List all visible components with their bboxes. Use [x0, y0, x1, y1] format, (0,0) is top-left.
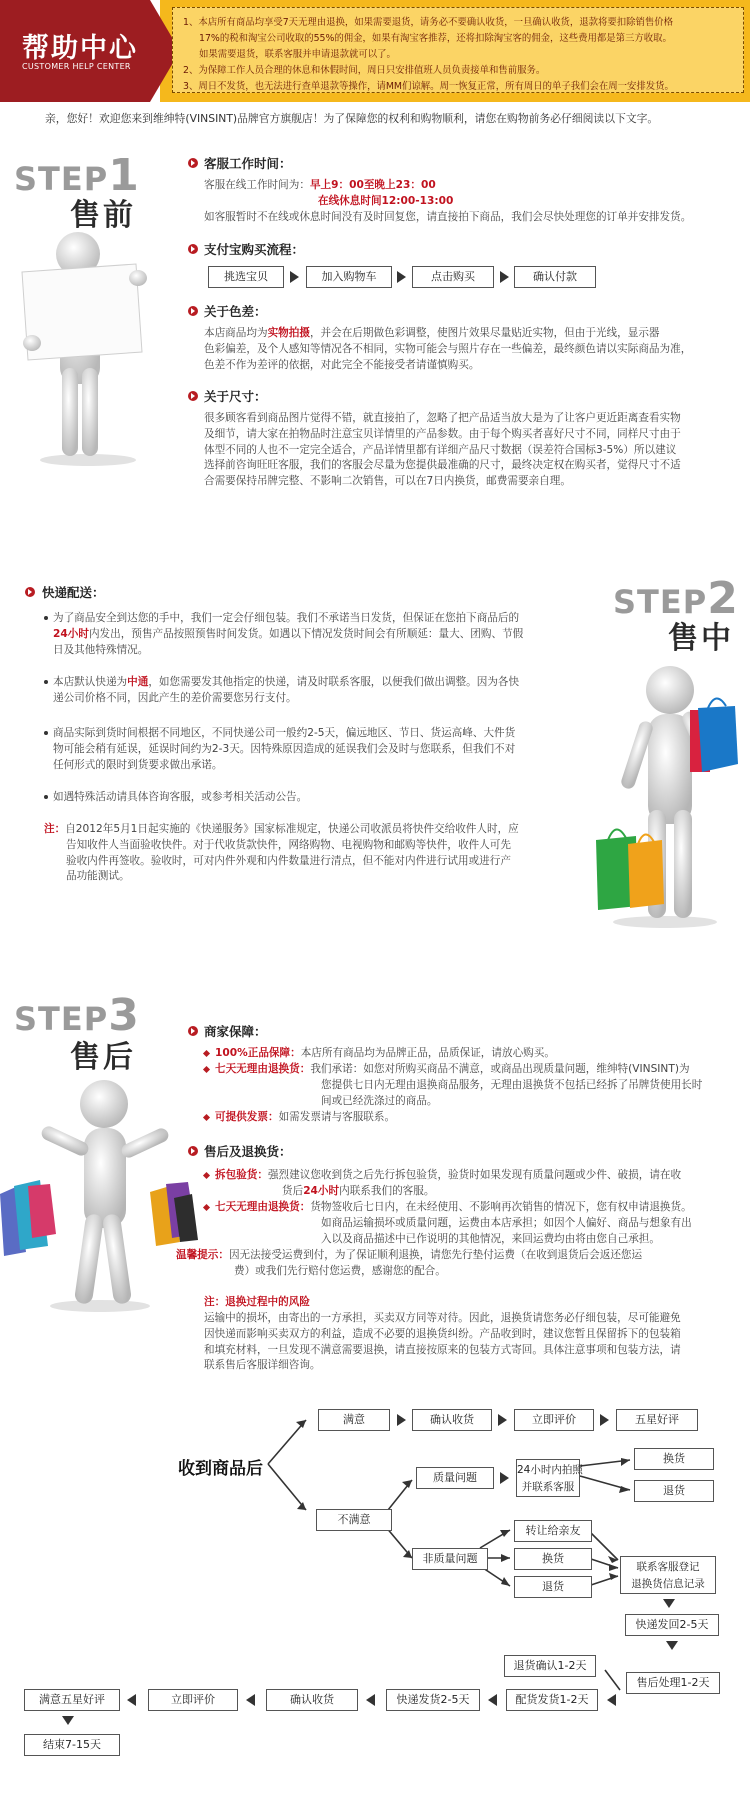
delivery-text: 如遇特殊活动请具体咨询客服，或参考相关活动公告。 [53, 791, 308, 803]
flow-refund: 退货 [634, 1480, 714, 1502]
notice-line: 1、本店所有商品均享受7天无理由退换，如果需要退货，请务必不要确认收货，一旦确认收货，退款将要扣除销售价格 [183, 17, 674, 28]
risk-line: 和填充材料，一旦发现不满意需要退换，请直接按原来的包装方式寄回。具体注意事项和包装方法，请 [204, 1343, 681, 1356]
service-hours-label: 客服在线工作时间为： [204, 179, 310, 191]
flow-arrow-icon [498, 1414, 507, 1426]
rest-hours-value: 在线休息时间12:00-13:00 [318, 195, 454, 207]
guarantee-item-3 [204, 1110, 395, 1126]
return-label: 温馨提示： [176, 1249, 229, 1261]
step-word: STEP [14, 1000, 109, 1038]
flow-exchange-2: 换货 [514, 1548, 592, 1570]
flow-photo-contact: 24小时内拍照 并联系客服 [516, 1459, 580, 1497]
return-item-2 [204, 1200, 692, 1247]
help-center-badge [0, 0, 150, 102]
list-dot [44, 731, 48, 735]
color-text-line: 色差不作为差评的依据，对此完全不能接受者请谨慎购买。 [204, 358, 480, 371]
delivery-text: 本店默认快递为 [53, 676, 128, 688]
note-text: 自2012年5月1日起实施的《快递服务》国家标准规定，快递公司收派员将快件交给收件人时，应 [65, 823, 519, 835]
return-highlight: 24小时 [303, 1184, 340, 1197]
color-text-line: ，并会在后期做色彩调整，使图片效果尽量贴近实物，但由于光线，显示器 [309, 327, 660, 339]
delivery-text: 内发出，预售产品按照预售时间发货。如遇以下情况发货时间会有所顺延：量大、团购、节假 [88, 627, 524, 640]
flow-step-cart: 加入购物车 [306, 266, 392, 288]
diamond-bullet-icon [203, 1065, 210, 1072]
flow-arrow-left-icon [127, 1694, 136, 1706]
delivery-text: 为了商品安全到达您的手中，我们一定会仔细包装。我们不承诺当日发货，但保证在您拍下商品后的 [53, 612, 520, 624]
size-text-line: 体型不同的人也不一定完全适合，产品详情里都有详细产品尺寸数据（误差符合国标3-5%）所以建议 [204, 443, 677, 456]
section-bullet-icon [188, 306, 198, 316]
diamond-bullet-icon [203, 1171, 210, 1178]
flow-five-star-2: 满意五星好评 [24, 1689, 120, 1711]
guarantee-label: 七天无理由退换货： [215, 1063, 311, 1075]
color-text-pre: 本店商品均为 [204, 327, 268, 339]
return-text: 费）或我们先行赔付您运费，感谢您的配合。 [234, 1264, 446, 1277]
person-carrying-bags-illustration [0, 1074, 200, 1314]
risk-line: 联系售后客服详细咨询。 [204, 1359, 321, 1372]
flow-ship-back: 快递发回2-5天 [625, 1614, 719, 1636]
flow-arrow-icon [600, 1414, 609, 1426]
notice-line: 如果需要退货，联系客服并申请退款就可以了。 [199, 49, 396, 60]
return-item-3 [176, 1248, 642, 1280]
list-dot [44, 616, 48, 620]
flow-arrow-icon [290, 271, 299, 283]
flow-arrow-down-icon [663, 1599, 675, 1608]
flow-register: 联系客服登记 退换货信息记录 [620, 1556, 716, 1594]
flow-after-sale: 售后处理1-2天 [626, 1672, 720, 1694]
return-text: 强烈建议您收到货之后先行拆包验货，验货时如果发现有质量问题或少件、破损，请在收 [267, 1169, 682, 1181]
guarantee-item-2 [204, 1062, 702, 1109]
flow-rate-now: 立即评价 [514, 1409, 594, 1431]
color-text-highlight: 实物拍摄 [267, 327, 310, 339]
flow-arrow-icon [397, 1414, 406, 1426]
flow-refund-confirm: 退货确认1-2天 [504, 1655, 596, 1677]
risk-line: 因快递而影响买卖双方的利益，造成不必要的退换货纠纷。产品收到时，建议您暂且保留拆下的包装箱 [204, 1327, 681, 1340]
delivery-text: 任何形式的限时到货要求做出承诺。 [53, 758, 223, 771]
size-text-line: 合需要保持吊牌完整、不影响二次销售，可以在7日内换货，邮费需要亲自理。 [204, 475, 571, 488]
diamond-bullet-icon [203, 1113, 210, 1120]
delivery-text: 物可能会稍有延误，延误时间约为2-3天。因特殊原因造成的延误我们会及时与您联系，但我们不对 [53, 742, 516, 755]
step3-label: 售后 [70, 1040, 136, 1075]
color-diff-title: 关于色差： [204, 304, 267, 319]
list-dot [44, 680, 48, 684]
flow-rate-now-2: 立即评价 [148, 1689, 238, 1711]
flow-arrow-left-icon [366, 1694, 375, 1706]
flow-end: 结束7-15天 [24, 1734, 120, 1756]
flow-arrow-left-icon [488, 1694, 497, 1706]
notice-line: 17%的税和淘宝公司收取的55%的佣金，如果有淘宝客推荐，还将扣除淘宝客的佣金，这些费用都是第三方收取。 [199, 33, 672, 44]
flow-satisfied: 满意 [318, 1409, 390, 1431]
flow-five-star: 五星好评 [616, 1409, 698, 1431]
delivery-bullet-4 [44, 790, 307, 806]
flow-arrow-icon [397, 271, 406, 283]
note-label: 注： [44, 823, 66, 835]
flow-arrow-down-icon [666, 1641, 678, 1650]
step-number: 1 [108, 150, 139, 201]
return-text: 货物签收后七日内，在未经使用、不影响再次销售的情况下，您有权申请退换货。 [310, 1201, 692, 1213]
person-holding-sign-illustration [10, 228, 170, 468]
return-text: 如商品运输损坏或质量问题，运费由本店承担；如因个人偏好、商品与想象有出 [321, 1216, 692, 1229]
guarantee-text: 本店所有商品均为品牌正品，品质保证，请放心购买。 [300, 1047, 555, 1059]
flow-confirm-receipt-2: 确认收货 [266, 1689, 358, 1711]
size-title: 关于尺寸： [204, 389, 267, 404]
flow-transfer: 转让给亲友 [514, 1520, 592, 1542]
flow-arrow-down-icon [62, 1716, 74, 1725]
guarantee-text: 如需发票请与客服联系。 [278, 1111, 396, 1123]
delivery-highlight: 中通 [127, 676, 149, 688]
delivery-bullet-1 [44, 611, 523, 658]
flow-step-buy: 点击购买 [412, 266, 494, 288]
delivery-bullet-2 [44, 675, 519, 707]
diamond-bullet-icon [203, 1049, 210, 1056]
flow-non-quality: 非质量问题 [412, 1548, 488, 1570]
risk-line: 运输中的损坏，由寄出的一方承担，买卖双方同等对待。因此，退换货请您务必仔细包装，尽可能避免 [204, 1312, 681, 1324]
step1-label: 售前 [70, 198, 136, 233]
return-text: 入以及商品描述中已作说明的其他情况，来回运费均由将由您自己承担。 [321, 1232, 660, 1245]
flow-express: 快递发货2-5天 [386, 1689, 480, 1711]
return-item-1 [204, 1168, 681, 1200]
section-bullet-icon [188, 158, 198, 168]
guarantee-text: 间或已经洗涤过的商品。 [321, 1094, 438, 1107]
flow-redeliver: 配货发货1-2天 [506, 1689, 598, 1711]
section-bullet-icon [188, 1146, 198, 1156]
notice-line: 2、为保障工作人员合理的休息和休假时间，周日只安排值班人员负责接单和售前服务。 [183, 65, 546, 76]
flow-arrow-left-icon [607, 1694, 616, 1706]
flow-unsatisfied: 不满意 [316, 1509, 392, 1531]
delivery-bullet-3 [44, 726, 515, 773]
delivery-text: ，如您需要发其他指定的快递，请及时联系客服，以便我们做出调整。因为各快 [148, 676, 520, 688]
color-diff-text [204, 326, 691, 373]
note-text: 品功能测试。 [66, 870, 130, 883]
flow-arrow-icon [500, 271, 509, 283]
welcome-text: 亲，您好！欢迎您来到维绅特(VINSINT)品牌官方旗舰店！为了保障您的权利和购物顺利，请您在购物前务必仔细阅读以下文字。 [45, 112, 659, 125]
service-hours-value: 早上9：00至晚上23：00 [309, 179, 436, 191]
flowchart-start: 收到商品后 [178, 1459, 263, 1479]
flow-refund-2: 退货 [514, 1576, 592, 1598]
guarantee-item-1 [204, 1046, 555, 1062]
service-note: 如客服暂时不在线或休息时间没有及时回复您，请直接拍下商品，我们会尽快处理您的订单并安排发货。 [204, 211, 692, 223]
diamond-bullet-icon [203, 1203, 210, 1210]
risk-text [204, 1311, 681, 1374]
flow-step-pay: 确认付款 [514, 266, 596, 288]
size-text-line: 选择前咨询旺旺客服，我们的客服会尽量为您提供最准确的尺寸，最终决定权在购买者，觉得尺寸不适 [204, 459, 681, 472]
service-hours-title: 客服工作时间： [204, 156, 292, 171]
flow-confirm-receipt: 确认收货 [412, 1409, 492, 1431]
step-number: 2 [707, 573, 738, 624]
flow-quality-issue: 质量问题 [416, 1467, 494, 1489]
section-bullet-icon [25, 587, 35, 597]
guarantee-text: 我们承诺：如您对所购买商品不满意，或商品出现质量问题，维绅特(VINSINT)为 [310, 1063, 690, 1075]
help-center-title: 帮助中心 [22, 33, 138, 64]
person-with-shopping-bags-illustration [590, 660, 740, 930]
flow-exchange: 换货 [634, 1448, 714, 1470]
delivery-highlight: 24小时 [53, 627, 89, 640]
return-text: 因无法接受运费到付，为了保证顺利退换，请您先行垫付运费（在收到退货后会返还您运 [228, 1249, 643, 1261]
delivery-text: 商品实际到货时间根据不同地区，不同快递公司一般约2-5天，偏远地区、节日、货运高峰、大件货 [53, 727, 516, 739]
return-text: 内联系我们的客服。 [339, 1184, 435, 1197]
notice-box [172, 7, 744, 93]
flow-arrow-left-icon [246, 1694, 255, 1706]
list-dot [44, 795, 48, 799]
section-bullet-icon [188, 391, 198, 401]
size-text [204, 411, 681, 490]
step-word: STEP [14, 160, 109, 198]
guarantee-text: 您提供七日内无理由退换商品服务，无理由退换货不包括已经拆了吊牌货使用长时 [321, 1078, 703, 1091]
risk-title: 注：退换过程中的风险 [204, 1296, 310, 1308]
section-bullet-icon [188, 244, 198, 254]
return-text: 货后 [282, 1184, 304, 1197]
delivery-title: 快递配送： [42, 585, 105, 600]
delivery-text: 递公司价格不同，因此产生的差价需要您另行支付。 [53, 691, 297, 704]
color-text-line: 色彩偏差，及个人感知等情况各不相同，实物可能会与照片存在一些偏差，最终颜色请以实际商品为准， [204, 342, 692, 355]
return-title: 售后及退换货： [204, 1144, 292, 1159]
flow-arrow-icon [500, 1472, 509, 1484]
service-hours-text [204, 178, 436, 194]
help-center-subtitle: CUSTOMER HELP CENTER [22, 62, 131, 71]
purchase-flow-title: 支付宝购买流程： [204, 242, 305, 257]
step-number: 3 [108, 990, 139, 1041]
size-text-line: 及细节，请大家在拍物品时注意宝贝详情里的产品参数。由于每个购买者喜好尺寸不同，同样尺寸由于 [204, 427, 681, 440]
return-label: 拆包验货： [215, 1169, 268, 1181]
section-bullet-icon [188, 1026, 198, 1036]
notice-line: 3、周日不发货，也无法进行查单退款等操作，请MM们谅解。周一恢复正常，所有周日的单子我们会在周一安排发货。 [183, 81, 674, 92]
guarantee-title: 商家保障： [204, 1024, 267, 1039]
guarantee-label: 可提供发票： [215, 1111, 279, 1123]
return-label: 七天无理由退换货： [215, 1201, 311, 1213]
note-text: 告知收件人当面验收快件。对于代收货款快件，网络购物、电视购物和邮购等快件，收件人可先 [66, 838, 511, 851]
delivery-note [44, 822, 519, 885]
delivery-text: 日及其他特殊情况。 [53, 643, 149, 656]
size-text-line: 很多顾客看到商品图片觉得不错，就直接拍了，忽略了把产品适当放大是为了让客户更近距离查看实物 [204, 412, 681, 424]
flow-step-select: 挑选宝贝 [208, 266, 284, 288]
step-word: STEP [613, 583, 708, 621]
step2-label: 售中 [668, 621, 734, 656]
guarantee-label: 100%正品保障： [215, 1047, 301, 1059]
note-text: 验收内件再签收。验收时，可对内件外观和内件数量进行清点，但不能对内件进行试用或进行产 [66, 854, 511, 867]
